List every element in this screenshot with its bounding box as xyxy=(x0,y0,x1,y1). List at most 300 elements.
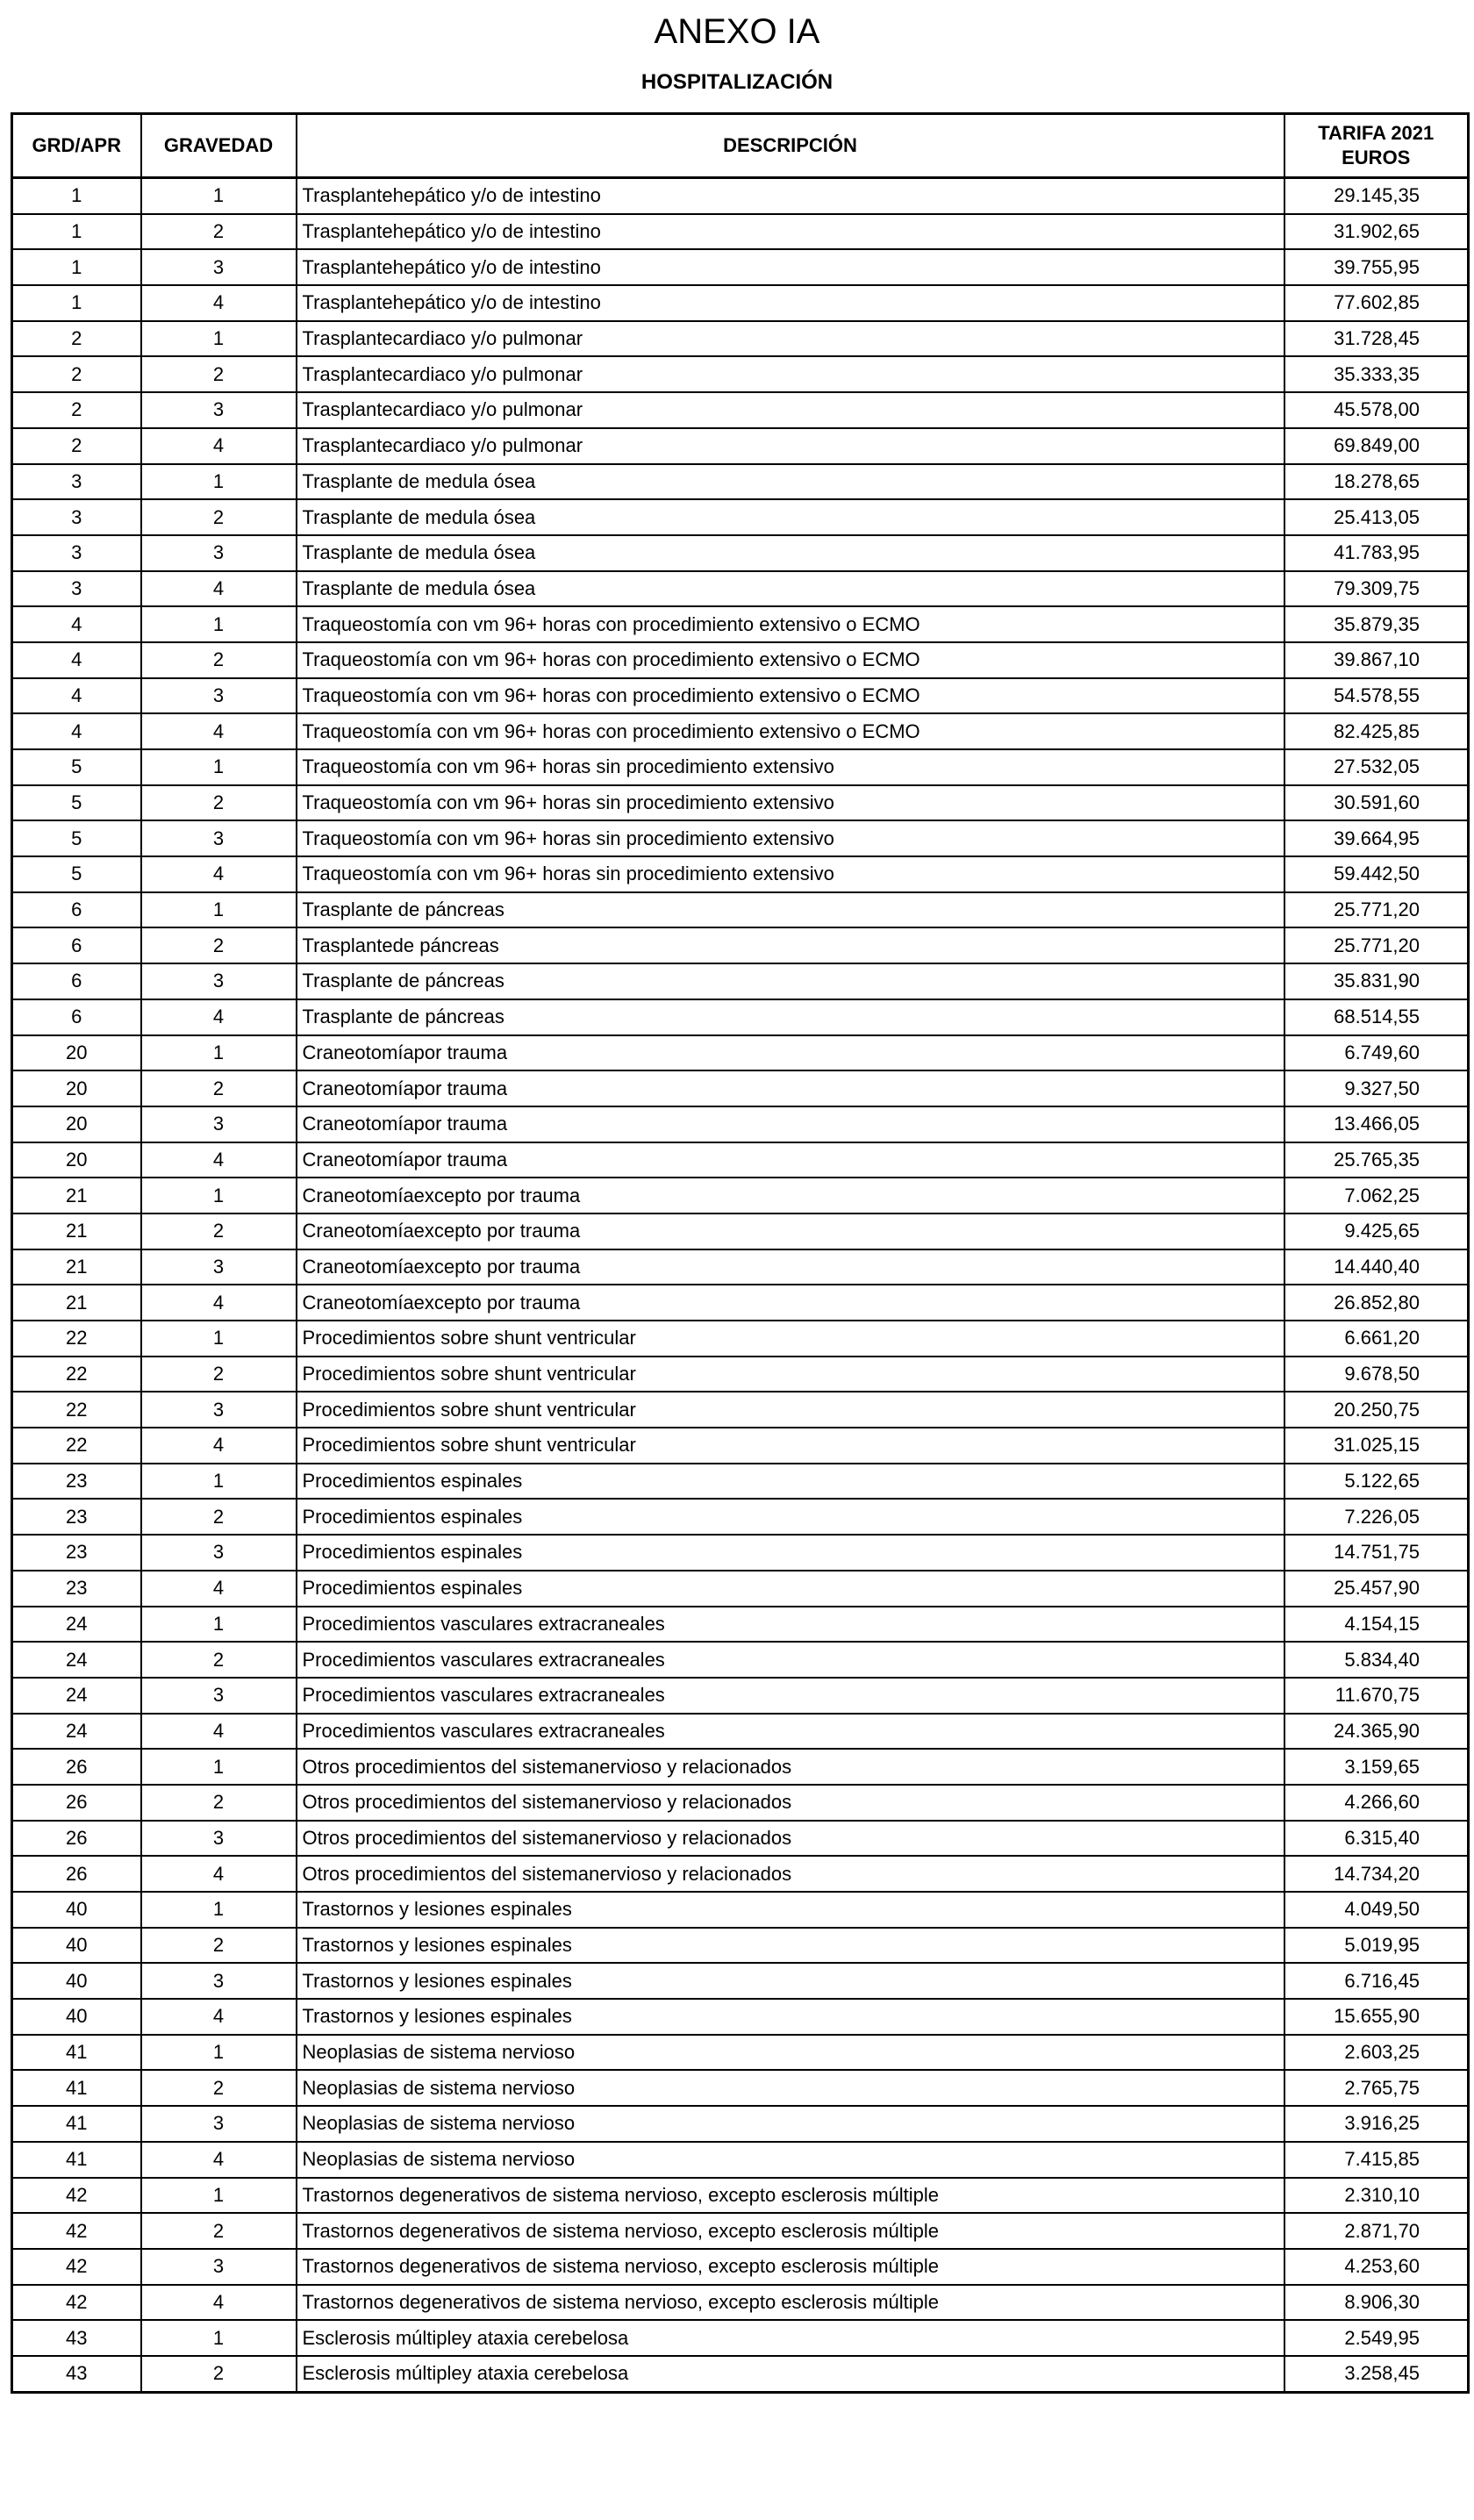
cell-gravedad: 2 xyxy=(141,2213,297,2249)
cell-gravedad: 2 xyxy=(141,1499,297,1535)
cell-grd: 24 xyxy=(12,1642,141,1678)
cell-descripcion: Craneotomíaexcepto por trauma xyxy=(297,1285,1284,1321)
cell-grd: 41 xyxy=(12,2106,141,2142)
cell-tarifa: 9.678,50 xyxy=(1284,1357,1469,1392)
cell-tarifa: 6.315,40 xyxy=(1284,1821,1469,1857)
cell-grd: 1 xyxy=(12,214,141,250)
header-gravedad: GRAVEDAD xyxy=(141,114,297,178)
cell-descripcion: Procedimientos vasculares extracraneales xyxy=(297,1607,1284,1643)
table-row xyxy=(12,892,1469,928)
cell-tarifa: 14.751,75 xyxy=(1284,1535,1469,1571)
cell-tarifa: 35.831,90 xyxy=(1284,963,1469,999)
cell-descripcion: Traqueostomía con vm 96+ horas con procedimiento extensivo o ECMO xyxy=(297,713,1284,749)
cell-descripcion: Trasplante de medula ósea xyxy=(297,464,1284,500)
cell-tarifa: 2.549,95 xyxy=(1284,2320,1469,2356)
table-row xyxy=(12,1285,1469,1321)
cell-descripcion: Craneotomíapor trauma xyxy=(297,1035,1284,1071)
cell-grd: 23 xyxy=(12,1464,141,1500)
cell-descripcion: Neoplasias de sistema nervioso xyxy=(297,2035,1284,2071)
cell-descripcion: Trasplante de medula ósea xyxy=(297,535,1284,571)
cell-tarifa: 6.661,20 xyxy=(1284,1321,1469,1357)
cell-grd: 22 xyxy=(12,1392,141,1428)
cell-grd: 6 xyxy=(12,999,141,1035)
cell-gravedad: 2 xyxy=(141,1785,297,1821)
cell-gravedad: 3 xyxy=(141,1678,297,1714)
cell-grd: 20 xyxy=(12,1106,141,1142)
table-row xyxy=(12,2035,1469,2071)
cell-grd: 21 xyxy=(12,1285,141,1321)
cell-descripcion: Trasplante de medula ósea xyxy=(297,571,1284,607)
cell-tarifa: 9.327,50 xyxy=(1284,1070,1469,1106)
cell-tarifa: 25.765,35 xyxy=(1284,1142,1469,1178)
cell-grd: 4 xyxy=(12,678,141,714)
cell-tarifa: 4.266,60 xyxy=(1284,1785,1469,1821)
table-row xyxy=(12,1892,1469,1928)
cell-tarifa: 13.466,05 xyxy=(1284,1106,1469,1142)
cell-descripcion: Trastornos degenerativos de sistema nervioso, excepto esclerosis múltiple xyxy=(297,2178,1284,2214)
cell-tarifa: 6.749,60 xyxy=(1284,1035,1469,1071)
cell-grd: 41 xyxy=(12,2070,141,2106)
cell-tarifa: 4.253,60 xyxy=(1284,2249,1469,2285)
cell-grd: 40 xyxy=(12,1928,141,1964)
cell-gravedad: 4 xyxy=(141,999,297,1035)
table-row xyxy=(12,1106,1469,1142)
cell-gravedad: 1 xyxy=(141,178,297,214)
table-row xyxy=(12,678,1469,714)
cell-grd: 43 xyxy=(12,2356,141,2392)
cell-grd: 4 xyxy=(12,713,141,749)
cell-tarifa: 31.025,15 xyxy=(1284,1428,1469,1464)
table-row xyxy=(12,856,1469,892)
cell-gravedad: 2 xyxy=(141,2356,297,2392)
cell-tarifa: 41.783,95 xyxy=(1284,535,1469,571)
cell-grd: 6 xyxy=(12,927,141,963)
cell-descripcion: Trasplante de páncreas xyxy=(297,963,1284,999)
cell-tarifa: 45.578,00 xyxy=(1284,392,1469,428)
cell-gravedad: 1 xyxy=(141,2320,297,2356)
cell-tarifa: 39.867,10 xyxy=(1284,642,1469,678)
cell-grd: 24 xyxy=(12,1678,141,1714)
table-row xyxy=(12,820,1469,856)
cell-grd: 41 xyxy=(12,2035,141,2071)
cell-tarifa: 54.578,55 xyxy=(1284,678,1469,714)
cell-descripcion: Esclerosis múltipley ataxia cerebelosa xyxy=(297,2320,1284,2356)
cell-tarifa: 79.309,75 xyxy=(1284,571,1469,607)
cell-grd: 3 xyxy=(12,571,141,607)
cell-descripcion: Trasplantehepático y/o de intestino xyxy=(297,178,1284,214)
cell-grd: 5 xyxy=(12,749,141,785)
cell-tarifa: 3.159,65 xyxy=(1284,1749,1469,1785)
cell-grd: 2 xyxy=(12,392,141,428)
cell-gravedad: 3 xyxy=(141,2106,297,2142)
cell-descripcion: Procedimientos espinales xyxy=(297,1571,1284,1607)
cell-descripcion: Trastornos degenerativos de sistema nervioso, excepto esclerosis múltiple xyxy=(297,2285,1284,2321)
cell-gravedad: 4 xyxy=(141,856,297,892)
cell-tarifa: 69.849,00 xyxy=(1284,428,1469,464)
tariff-table xyxy=(11,112,1470,2394)
cell-descripcion: Trastornos y lesiones espinales xyxy=(297,1999,1284,2035)
cell-gravedad: 2 xyxy=(141,356,297,392)
cell-tarifa: 35.879,35 xyxy=(1284,606,1469,642)
table-row xyxy=(12,1357,1469,1392)
table-row xyxy=(12,571,1469,607)
cell-descripcion: Neoplasias de sistema nervioso xyxy=(297,2106,1284,2142)
cell-tarifa: 35.333,35 xyxy=(1284,356,1469,392)
cell-tarifa: 31.728,45 xyxy=(1284,321,1469,357)
cell-descripcion: Craneotomíapor trauma xyxy=(297,1106,1284,1142)
table-row xyxy=(12,1571,1469,1607)
cell-tarifa: 9.425,65 xyxy=(1284,1213,1469,1249)
cell-descripcion: Trasplantecardiaco y/o pulmonar xyxy=(297,356,1284,392)
cell-gravedad: 4 xyxy=(141,428,297,464)
cell-descripcion: Craneotomíaexcepto por trauma xyxy=(297,1178,1284,1213)
cell-tarifa: 6.716,45 xyxy=(1284,1963,1469,1999)
cell-tarifa: 20.250,75 xyxy=(1284,1392,1469,1428)
header-descripcion: DESCRIPCIÓN xyxy=(297,114,1284,178)
table-body xyxy=(12,178,1469,2393)
cell-grd: 1 xyxy=(12,249,141,285)
cell-gravedad: 1 xyxy=(141,892,297,928)
cell-tarifa: 7.415,85 xyxy=(1284,2142,1469,2178)
table-row xyxy=(12,428,1469,464)
cell-descripcion: Traqueostomía con vm 96+ horas sin procedimiento extensivo xyxy=(297,820,1284,856)
cell-tarifa: 2.765,75 xyxy=(1284,2070,1469,2106)
cell-grd: 20 xyxy=(12,1070,141,1106)
cell-descripcion: Trasplantecardiaco y/o pulmonar xyxy=(297,321,1284,357)
cell-tarifa: 31.902,65 xyxy=(1284,214,1469,250)
table-row xyxy=(12,963,1469,999)
table-row xyxy=(12,214,1469,250)
cell-descripcion: Trastornos degenerativos de sistema nervioso, excepto esclerosis múltiple xyxy=(297,2249,1284,2285)
cell-grd: 41 xyxy=(12,2142,141,2178)
cell-grd: 26 xyxy=(12,1821,141,1857)
cell-tarifa: 25.413,05 xyxy=(1284,499,1469,535)
cell-grd: 6 xyxy=(12,963,141,999)
cell-descripcion: Procedimientos sobre shunt ventricular xyxy=(297,1392,1284,1428)
cell-tarifa: 25.771,20 xyxy=(1284,892,1469,928)
cell-gravedad: 3 xyxy=(141,1963,297,1999)
cell-gravedad: 1 xyxy=(141,1464,297,1500)
table-row xyxy=(12,999,1469,1035)
cell-descripcion: Trasplante de páncreas xyxy=(297,892,1284,928)
cell-grd: 21 xyxy=(12,1249,141,1285)
cell-tarifa: 2.871,70 xyxy=(1284,2213,1469,2249)
table-row xyxy=(12,2213,1469,2249)
cell-descripcion: Craneotomíaexcepto por trauma xyxy=(297,1249,1284,1285)
cell-gravedad: 1 xyxy=(141,321,297,357)
cell-grd: 2 xyxy=(12,321,141,357)
table-row xyxy=(12,1642,1469,1678)
cell-gravedad: 4 xyxy=(141,1142,297,1178)
cell-tarifa: 11.670,75 xyxy=(1284,1678,1469,1714)
cell-descripcion: Otros procedimientos del sistemanervioso y relacionados xyxy=(297,1749,1284,1785)
cell-gravedad: 3 xyxy=(141,535,297,571)
cell-gravedad: 3 xyxy=(141,1392,297,1428)
cell-tarifa: 77.602,85 xyxy=(1284,285,1469,321)
table-row xyxy=(12,1678,1469,1714)
table-row xyxy=(12,1999,1469,2035)
cell-gravedad: 4 xyxy=(141,1999,297,2035)
table-row xyxy=(12,2285,1469,2321)
table-row xyxy=(12,1142,1469,1178)
cell-tarifa: 25.457,90 xyxy=(1284,1571,1469,1607)
cell-tarifa: 24.365,90 xyxy=(1284,1714,1469,1750)
table-row xyxy=(12,927,1469,963)
table-row xyxy=(12,2106,1469,2142)
cell-descripcion: Trastornos y lesiones espinales xyxy=(297,1963,1284,1999)
cell-grd: 23 xyxy=(12,1571,141,1607)
cell-tarifa: 3.916,25 xyxy=(1284,2106,1469,2142)
cell-tarifa: 14.440,40 xyxy=(1284,1249,1469,1285)
cell-descripcion: Procedimientos vasculares extracraneales xyxy=(297,1642,1284,1678)
table-row xyxy=(12,356,1469,392)
header-tarifa xyxy=(1284,114,1469,178)
table-row xyxy=(12,713,1469,749)
cell-tarifa: 2.603,25 xyxy=(1284,2035,1469,2071)
cell-tarifa: 39.664,95 xyxy=(1284,820,1469,856)
cell-gravedad: 2 xyxy=(141,2070,297,2106)
cell-tarifa: 7.226,05 xyxy=(1284,1499,1469,1535)
table-row xyxy=(12,392,1469,428)
cell-descripcion: Craneotomíapor trauma xyxy=(297,1142,1284,1178)
cell-tarifa: 30.591,60 xyxy=(1284,785,1469,821)
cell-gravedad: 3 xyxy=(141,963,297,999)
table-row xyxy=(12,249,1469,285)
cell-tarifa: 39.755,95 xyxy=(1284,249,1469,285)
cell-descripcion: Neoplasias de sistema nervioso xyxy=(297,2142,1284,2178)
cell-gravedad: 2 xyxy=(141,1928,297,1964)
cell-tarifa: 29.145,35 xyxy=(1284,178,1469,214)
cell-gravedad: 1 xyxy=(141,606,297,642)
cell-descripcion: Trasplante de medula ósea xyxy=(297,499,1284,535)
cell-descripcion: Esclerosis múltipley ataxia cerebelosa xyxy=(297,2356,1284,2392)
cell-tarifa: 7.062,25 xyxy=(1284,1178,1469,1213)
cell-descripcion: Trastornos y lesiones espinales xyxy=(297,1892,1284,1928)
table-row xyxy=(12,1607,1469,1643)
cell-descripcion: Procedimientos vasculares extracraneales xyxy=(297,1714,1284,1750)
cell-tarifa: 4.154,15 xyxy=(1284,1607,1469,1643)
cell-descripcion: Trasplantecardiaco y/o pulmonar xyxy=(297,392,1284,428)
cell-gravedad: 1 xyxy=(141,1892,297,1928)
table-row xyxy=(12,464,1469,500)
cell-descripcion: Procedimientos vasculares extracraneales xyxy=(297,1678,1284,1714)
table-row xyxy=(12,1464,1469,1500)
cell-gravedad: 3 xyxy=(141,249,297,285)
cell-gravedad: 4 xyxy=(141,285,297,321)
table-row xyxy=(12,785,1469,821)
cell-gravedad: 2 xyxy=(141,1642,297,1678)
table-row xyxy=(12,1499,1469,1535)
cell-grd: 26 xyxy=(12,1749,141,1785)
cell-descripcion: Procedimientos sobre shunt ventricular xyxy=(297,1428,1284,1464)
cell-descripcion: Trasplantehepático y/o de intestino xyxy=(297,214,1284,250)
cell-gravedad: 4 xyxy=(141,1285,297,1321)
cell-descripcion: Trasplantehepático y/o de intestino xyxy=(297,249,1284,285)
cell-gravedad: 4 xyxy=(141,1714,297,1750)
cell-gravedad: 2 xyxy=(141,927,297,963)
cell-grd: 21 xyxy=(12,1178,141,1213)
cell-grd: 5 xyxy=(12,856,141,892)
cell-grd: 26 xyxy=(12,1856,141,1892)
cell-gravedad: 3 xyxy=(141,1821,297,1857)
cell-grd: 43 xyxy=(12,2320,141,2356)
table-header-row xyxy=(12,114,1469,178)
table-row xyxy=(12,285,1469,321)
cell-tarifa: 4.049,50 xyxy=(1284,1892,1469,1928)
cell-gravedad: 2 xyxy=(141,1070,297,1106)
cell-gravedad: 2 xyxy=(141,499,297,535)
table-row xyxy=(12,1070,1469,1106)
cell-grd: 2 xyxy=(12,356,141,392)
cell-descripcion: Craneotomíaexcepto por trauma xyxy=(297,1213,1284,1249)
cell-tarifa: 5.122,65 xyxy=(1284,1464,1469,1500)
cell-descripcion: Trasplantehepático y/o de intestino xyxy=(297,285,1284,321)
cell-gravedad: 3 xyxy=(141,1249,297,1285)
cell-gravedad: 1 xyxy=(141,1607,297,1643)
table-row xyxy=(12,749,1469,785)
cell-descripcion: Procedimientos espinales xyxy=(297,1499,1284,1535)
cell-tarifa: 5.019,95 xyxy=(1284,1928,1469,1964)
cell-gravedad: 4 xyxy=(141,713,297,749)
cell-gravedad: 1 xyxy=(141,1321,297,1357)
cell-grd: 42 xyxy=(12,2249,141,2285)
cell-tarifa: 26.852,80 xyxy=(1284,1285,1469,1321)
cell-descripcion: Procedimientos espinales xyxy=(297,1535,1284,1571)
table-row xyxy=(12,499,1469,535)
table-row xyxy=(12,321,1469,357)
cell-grd: 22 xyxy=(12,1357,141,1392)
cell-grd: 42 xyxy=(12,2285,141,2321)
cell-descripcion: Craneotomíapor trauma xyxy=(297,1070,1284,1106)
table-row xyxy=(12,1428,1469,1464)
cell-grd: 22 xyxy=(12,1321,141,1357)
table-row xyxy=(12,1856,1469,1892)
header-grd: GRD/APR xyxy=(12,114,141,178)
cell-gravedad: 3 xyxy=(141,2249,297,2285)
cell-tarifa: 2.310,10 xyxy=(1284,2178,1469,2214)
table-row xyxy=(12,2178,1469,2214)
cell-grd: 5 xyxy=(12,820,141,856)
cell-gravedad: 4 xyxy=(141,571,297,607)
cell-descripcion: Procedimientos sobre shunt ventricular xyxy=(297,1321,1284,1357)
section-subtitle: HOSPITALIZACIÓN xyxy=(640,70,834,94)
cell-gravedad: 2 xyxy=(141,1213,297,1249)
cell-gravedad: 2 xyxy=(141,785,297,821)
cell-grd: 22 xyxy=(12,1428,141,1464)
cell-gravedad: 4 xyxy=(141,1428,297,1464)
table-row xyxy=(12,2142,1469,2178)
cell-grd: 24 xyxy=(12,1607,141,1643)
cell-gravedad: 4 xyxy=(141,1571,297,1607)
cell-descripcion: Trasplantede páncreas xyxy=(297,927,1284,963)
cell-gravedad: 3 xyxy=(141,1535,297,1571)
cell-grd: 21 xyxy=(12,1213,141,1249)
cell-gravedad: 3 xyxy=(141,678,297,714)
cell-gravedad: 2 xyxy=(141,1357,297,1392)
cell-gravedad: 2 xyxy=(141,642,297,678)
cell-gravedad: 4 xyxy=(141,2285,297,2321)
cell-descripcion: Otros procedimientos del sistemanervioso y relacionados xyxy=(297,1785,1284,1821)
cell-gravedad: 1 xyxy=(141,1749,297,1785)
cell-grd: 6 xyxy=(12,892,141,928)
cell-descripcion: Traqueostomía con vm 96+ horas con procedimiento extensivo o ECMO xyxy=(297,642,1284,678)
cell-gravedad: 1 xyxy=(141,1178,297,1213)
cell-descripcion: Traqueostomía con vm 96+ horas con procedimiento extensivo o ECMO xyxy=(297,606,1284,642)
cell-descripcion: Trasplantecardiaco y/o pulmonar xyxy=(297,428,1284,464)
cell-grd: 5 xyxy=(12,785,141,821)
cell-tarifa: 5.834,40 xyxy=(1284,1642,1469,1678)
cell-tarifa: 25.771,20 xyxy=(1284,927,1469,963)
cell-grd: 40 xyxy=(12,1963,141,1999)
cell-tarifa: 68.514,55 xyxy=(1284,999,1469,1035)
cell-grd: 4 xyxy=(12,642,141,678)
cell-tarifa: 59.442,50 xyxy=(1284,856,1469,892)
cell-grd: 24 xyxy=(12,1714,141,1750)
cell-tarifa: 8.906,30 xyxy=(1284,2285,1469,2321)
table-row xyxy=(12,606,1469,642)
cell-tarifa: 14.734,20 xyxy=(1284,1856,1469,1892)
cell-gravedad: 1 xyxy=(141,749,297,785)
table-row xyxy=(12,1392,1469,1428)
cell-descripcion: Procedimientos sobre shunt ventricular xyxy=(297,1357,1284,1392)
table-row xyxy=(12,2356,1469,2392)
table-row xyxy=(12,2320,1469,2356)
cell-descripcion: Procedimientos espinales xyxy=(297,1464,1284,1500)
cell-descripcion: Otros procedimientos del sistemanervioso y relacionados xyxy=(297,1856,1284,1892)
cell-grd: 40 xyxy=(12,1999,141,2035)
cell-descripcion: Traqueostomía con vm 96+ horas sin procedimiento extensivo xyxy=(297,856,1284,892)
cell-descripcion: Traqueostomía con vm 96+ horas sin procedimiento extensivo xyxy=(297,785,1284,821)
cell-tarifa: 27.532,05 xyxy=(1284,749,1469,785)
cell-grd: 26 xyxy=(12,1785,141,1821)
table-row xyxy=(12,1928,1469,1964)
cell-grd: 2 xyxy=(12,428,141,464)
cell-grd: 20 xyxy=(12,1142,141,1178)
cell-descripcion: Traqueostomía con vm 96+ horas sin procedimiento extensivo xyxy=(297,749,1284,785)
cell-tarifa: 15.655,90 xyxy=(1284,1999,1469,2035)
table-row xyxy=(12,2249,1469,2285)
table-row xyxy=(12,1321,1469,1357)
table-row xyxy=(12,1213,1469,1249)
table-row xyxy=(12,1178,1469,1213)
cell-gravedad: 3 xyxy=(141,1106,297,1142)
cell-descripcion: Trastornos y lesiones espinales xyxy=(297,1928,1284,1964)
table-row xyxy=(12,1963,1469,1999)
table-row xyxy=(12,1821,1469,1857)
cell-descripcion: Neoplasias de sistema nervioso xyxy=(297,2070,1284,2106)
cell-grd: 3 xyxy=(12,499,141,535)
table-row xyxy=(12,178,1469,214)
cell-grd: 23 xyxy=(12,1499,141,1535)
table-row xyxy=(12,535,1469,571)
cell-gravedad: 2 xyxy=(141,214,297,250)
cell-gravedad: 3 xyxy=(141,392,297,428)
cell-gravedad: 3 xyxy=(141,820,297,856)
table-row xyxy=(12,1249,1469,1285)
cell-grd: 1 xyxy=(12,285,141,321)
cell-descripcion: Otros procedimientos del sistemanervioso y relacionados xyxy=(297,1821,1284,1857)
cell-grd: 42 xyxy=(12,2178,141,2214)
cell-gravedad: 1 xyxy=(141,464,297,500)
table-row xyxy=(12,1035,1469,1071)
cell-descripcion: Trastornos degenerativos de sistema nervioso, excepto esclerosis múltiple xyxy=(297,2213,1284,2249)
cell-grd: 1 xyxy=(12,178,141,214)
cell-gravedad: 4 xyxy=(141,1856,297,1892)
table-row xyxy=(12,1714,1469,1750)
cell-grd: 20 xyxy=(12,1035,141,1071)
cell-tarifa: 18.278,65 xyxy=(1284,464,1469,500)
table-row xyxy=(12,2070,1469,2106)
